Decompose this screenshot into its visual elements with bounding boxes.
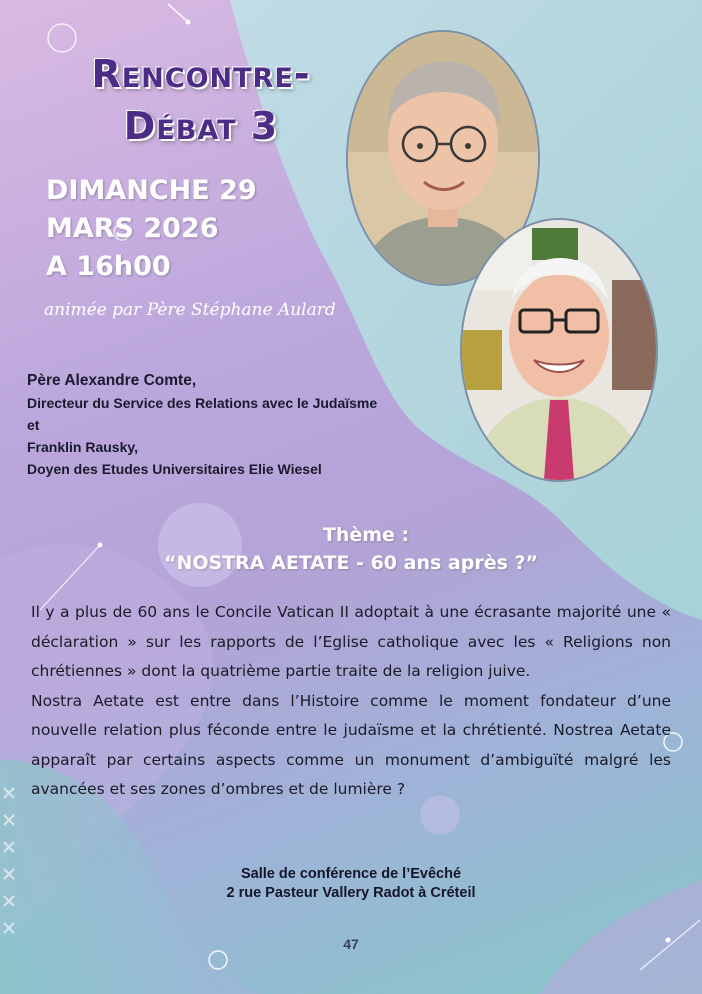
speakers-block: [27, 370, 487, 480]
speaker-2-name: Franklin Rausky,: [27, 439, 139, 455]
event-title: [46, 48, 356, 152]
date-line-1: DIMANCHE 29: [46, 175, 257, 206]
description-paragraph-1: Il y a plus de 60 ans le Concile Vatican II adoptait à une écrasante majorité une « déclaration » sur les rapports de l’Eglise catholique avec les « Religions non chrétiennes » dont la quatrième partie traite de la religion juive.: [31, 603, 671, 680]
title-line-2: Débat 3: [123, 104, 279, 148]
theme-title: “NOSTRA AETATE - 60 ans après ?”: [163, 552, 539, 574]
venue-block: [0, 865, 702, 903]
speaker-2-role: Doyen des Etudes Universitaires Elie Wiesel: [27, 461, 322, 477]
speaker-photo-franklin-rausky: [460, 218, 658, 482]
title-line-1: Rencontre-: [91, 52, 311, 96]
venue-line-2: 2 rue Pasteur Vallery Radot à Créteil: [226, 885, 476, 901]
description: [31, 598, 671, 805]
venue-line-1: Salle de conférence de l’Evêché: [240, 866, 462, 882]
date-line-2: MARS 2026: [46, 213, 219, 244]
speaker-1-role: Directeur du Service des Relations avec le Judaïsme: [27, 395, 378, 411]
date-line-3: A 16h00: [46, 251, 171, 282]
theme-label: Thème :: [322, 524, 410, 546]
page-number: 47: [343, 936, 359, 952]
event-date: [46, 172, 257, 286]
moderator-line: animée par Père Stéphane Aulard: [44, 300, 336, 320]
theme-block: [0, 521, 702, 577]
speakers-conjunction: et: [27, 417, 40, 433]
description-paragraph-2: Nostra Aetate est entre dans l’Histoire comme le moment fondateur d’une nouvelle relation plus féconde entre le judaïsme et la chrétienté. Nostrea Aetate apparaît par certains aspects comme un monument d’ambiguïté malgré les avancées et ses zones d’ombres et de lumière ?: [31, 691, 671, 798]
speaker-1-name: Père Alexandre Comte,: [27, 372, 197, 389]
